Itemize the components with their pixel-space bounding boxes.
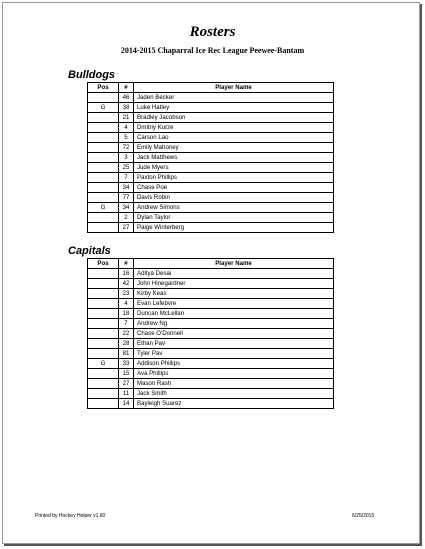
table-row [88, 123, 334, 133]
page-subtitle: 2014-2015 Chaparral Ice Rec League Peewee-Bantam [120, 46, 305, 55]
header-pos: Pos [88, 259, 119, 269]
player-pos [88, 329, 119, 339]
table-row [88, 133, 334, 143]
table-row [88, 103, 334, 113]
player-pos [88, 379, 119, 389]
player-pos [88, 339, 119, 349]
player-name: Luke Hatley [134, 103, 334, 113]
player-pos [88, 113, 119, 123]
player-name: Dylan Taylor [134, 213, 334, 223]
player-name: Chase O'Donnell [134, 329, 334, 339]
player-name: Evan Lefebvre [134, 299, 334, 309]
table-row [88, 193, 334, 203]
table-row [88, 223, 334, 233]
table-row [88, 183, 334, 193]
player-name: John Hinegardner [134, 279, 334, 289]
player-pos [88, 93, 119, 103]
player-name: Bayleigh Suarez [134, 399, 334, 409]
player-name: Andrew Simons [134, 203, 334, 213]
player-pos [88, 173, 119, 183]
table-row [88, 299, 334, 309]
header-number: # [119, 83, 134, 93]
footer-printed-by: Printed by Hockey Helper v1.60 [35, 513, 106, 519]
header-pos: Pos [88, 83, 119, 93]
player-number: 72 [119, 143, 134, 153]
table-row [88, 269, 334, 279]
player-name: Emily Mahoney [134, 143, 334, 153]
player-pos [88, 269, 119, 279]
table-row [88, 309, 334, 319]
table-row [88, 389, 334, 399]
table-row [88, 329, 334, 339]
player-pos [88, 143, 119, 153]
player-pos [88, 279, 119, 289]
player-name: Tyler Pav [134, 349, 334, 359]
player-name: Jack Smith [134, 389, 334, 399]
player-pos [88, 289, 119, 299]
player-number: 3 [119, 153, 134, 163]
player-pos [88, 213, 119, 223]
player-pos [88, 193, 119, 203]
player-name: Ethan Pav [134, 339, 334, 349]
table-row [88, 153, 334, 163]
player-number: 28 [119, 339, 134, 349]
table-row [88, 289, 334, 299]
table-row [88, 163, 334, 173]
player-number: 21 [119, 113, 134, 123]
player-pos [88, 349, 119, 359]
player-number: 7 [119, 173, 134, 183]
player-name: Dmitriy Kurze [134, 123, 334, 133]
player-pos [88, 299, 119, 309]
player-number: 77 [119, 193, 134, 203]
table-row [88, 399, 334, 409]
player-name: Jaden Becker [134, 93, 334, 103]
player-name: Mason Rash [134, 379, 334, 389]
player-name: Paxton Phillips [134, 173, 334, 183]
player-name: Aditya Desai [134, 269, 334, 279]
player-name: Kirby Keas [134, 289, 334, 299]
player-number: 22 [119, 329, 134, 339]
player-name: Addison Phillips [134, 359, 334, 369]
player-name: Paige Winterberg [134, 223, 334, 233]
player-number: 4 [119, 299, 134, 309]
player-pos [88, 389, 119, 399]
table-row [88, 379, 334, 389]
table-header-row [88, 259, 334, 269]
table-row [88, 349, 334, 359]
player-number: 23 [119, 289, 134, 299]
player-pos [88, 133, 119, 143]
roster-body-bulldogs [88, 93, 334, 233]
player-number: 27 [119, 223, 134, 233]
player-name: Davis Robin [134, 193, 334, 203]
player-pos [88, 399, 119, 409]
player-name: Ava Phillips [134, 369, 334, 379]
player-number: 33 [119, 359, 134, 369]
player-number: 46 [119, 93, 134, 103]
header-player-name: Player Name [134, 83, 334, 93]
player-number: 18 [119, 309, 134, 319]
player-number: 34 [119, 183, 134, 193]
player-pos [88, 183, 119, 193]
player-number: 2 [119, 213, 134, 223]
player-pos [88, 369, 119, 379]
player-number: 16 [119, 269, 134, 279]
header-number: # [119, 259, 134, 269]
player-number: 25 [119, 163, 134, 173]
table-row [88, 319, 334, 329]
table-row [88, 359, 334, 369]
player-number: 14 [119, 399, 134, 409]
player-number: 11 [119, 389, 134, 399]
table-row [88, 173, 334, 183]
player-number: 7 [119, 319, 134, 329]
table-row [88, 339, 334, 349]
player-name: Bradley Jacobson [134, 113, 334, 123]
header-player-name: Player Name [134, 259, 334, 269]
table-row [88, 203, 334, 213]
player-name: Carson Lao [134, 133, 334, 143]
table-header-row [88, 83, 334, 93]
player-number: 27 [119, 379, 134, 389]
player-pos [88, 309, 119, 319]
player-pos: G [88, 203, 119, 213]
page-title: Rosters [189, 24, 236, 40]
table-row [88, 93, 334, 103]
player-pos [88, 319, 119, 329]
table-row [88, 113, 334, 123]
player-name: Jude Myers [134, 163, 334, 173]
table-row [88, 369, 334, 379]
player-number: 4 [119, 123, 134, 133]
roster-table-bulldogs [87, 82, 334, 233]
table-row [88, 279, 334, 289]
player-number: 42 [119, 279, 134, 289]
player-name: Chase Poe [134, 183, 334, 193]
table-row [88, 213, 334, 223]
table-row [88, 143, 334, 153]
team-name-capitals: Capitals [68, 245, 111, 257]
footer-date: 6/25/2015 [352, 513, 375, 519]
player-name: Jack Matthews [134, 153, 334, 163]
player-number: 81 [119, 349, 134, 359]
player-number: 15 [119, 369, 134, 379]
player-pos [88, 223, 119, 233]
player-pos: G [88, 359, 119, 369]
roster-body-capitals [88, 269, 334, 409]
player-pos [88, 123, 119, 133]
player-number: 38 [119, 103, 134, 113]
player-number: 5 [119, 133, 134, 143]
team-name-bulldogs: Bulldogs [68, 69, 116, 81]
player-pos [88, 153, 119, 163]
player-name: Duncan McLellan [134, 309, 334, 319]
player-pos [88, 163, 119, 173]
player-pos: G [88, 103, 119, 113]
player-number: 34 [119, 203, 134, 213]
roster-table-capitals [87, 258, 334, 409]
player-name: Andrew Ng [134, 319, 334, 329]
